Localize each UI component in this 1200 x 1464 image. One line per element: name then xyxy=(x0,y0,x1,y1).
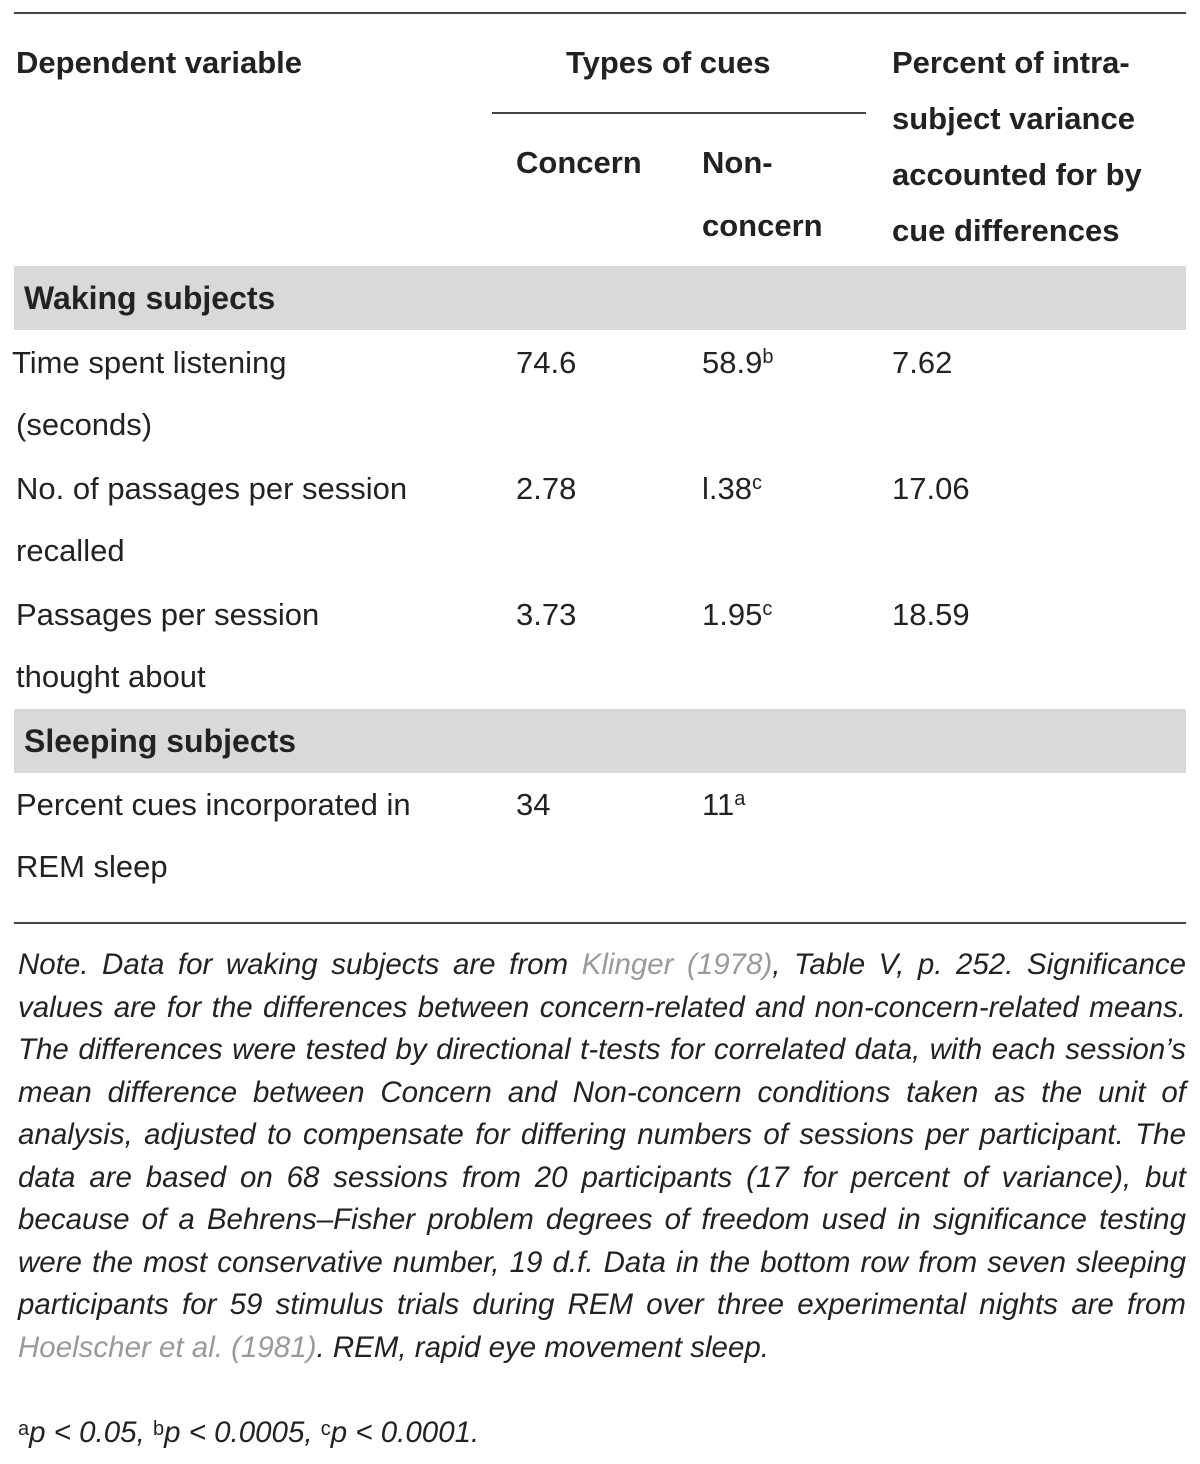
row-label: thought about xyxy=(16,659,206,694)
cell-value: 1.95 xyxy=(702,597,763,632)
cell-concern: 34 xyxy=(516,787,551,822)
cell-nonconcern xyxy=(702,774,745,836)
header-percent-3: accounted for by xyxy=(892,157,1142,192)
row-label: Passages per session xyxy=(16,597,320,632)
row-label: Time spent listening xyxy=(12,345,287,380)
header-percent-2: subject variance xyxy=(892,101,1135,136)
cell-percent: 7.62 xyxy=(892,345,953,380)
footnote-text: p < 0.0005, xyxy=(164,1416,321,1449)
top-rule xyxy=(14,12,1186,14)
section-label-waking: Waking subjects xyxy=(24,280,276,316)
header-nonconcern-2: concern xyxy=(702,208,823,243)
cell-nonconcern xyxy=(702,332,773,394)
header-percent-4: cue differences xyxy=(892,213,1120,248)
header-dependent-variable: Dependent variable xyxy=(16,45,302,80)
footnote-text: p < 0.0001. xyxy=(330,1416,480,1449)
note-text: , Table V, p. 252. Significance values are for the differences between concern-related and non-concern-related means. The differences were tested by directional t-tests for correlated data, with each session’s mean difference between Concern and Non-concern conditions taken as the unit of analysis, adjusted to compensate for differing numbers of sessions per participant. The data are based on 68 sessions from 20 participants (17 for percent of variance), but because of a Behrens–Fisher problem degrees of freedom used in significance testing were the most conservative number, 19 d.f. Data in the bottom row from seven sleeping participants for 59 stimulus trials during REM over three experimental nights are from xyxy=(18,948,1187,1321)
note-text: . REM, rapid eye movement sleep. xyxy=(316,1330,769,1364)
footnote-mark: c xyxy=(320,1418,331,1440)
header-percent-1: Percent of intra- xyxy=(892,45,1130,80)
significance-mark: b xyxy=(762,346,774,368)
footnote-mark: b xyxy=(152,1418,165,1440)
cell-concern: 74.6 xyxy=(516,345,577,380)
significance-mark: c xyxy=(762,598,773,620)
note-text: Note. Data for waking subjects are from xyxy=(18,948,582,981)
row-label: (seconds) xyxy=(16,407,153,442)
footnote-mark: a xyxy=(18,1418,30,1440)
row-label: No. of passages per session xyxy=(16,471,408,506)
cues-span-rule xyxy=(492,112,866,114)
header-types-of-cues: Types of cues xyxy=(566,45,771,80)
row-label: REM sleep xyxy=(16,849,168,884)
significance-mark: a xyxy=(734,788,746,810)
row-label: recalled xyxy=(16,533,125,568)
header-concern: Concern xyxy=(516,145,642,180)
cell-percent: 18.59 xyxy=(892,597,970,632)
cell-value: 58.9 xyxy=(702,345,763,380)
cell-concern: 3.73 xyxy=(516,597,577,632)
citation-link[interactable]: Klinger (1978) xyxy=(581,948,773,981)
section-label-sleeping: Sleeping subjects xyxy=(24,723,297,759)
cell-nonconcern xyxy=(702,584,772,646)
cell-value: 11 xyxy=(702,787,735,822)
cell-percent: 17.06 xyxy=(892,471,970,506)
significance-footnote xyxy=(18,1412,479,1454)
table-note xyxy=(18,944,1186,1369)
header-nonconcern-1: Non- xyxy=(702,145,773,180)
row-label: Percent cues incorporated in xyxy=(16,787,411,822)
significance-mark: c xyxy=(751,472,762,494)
cell-concern: 2.78 xyxy=(516,471,577,506)
footnote-text: p < 0.05, xyxy=(29,1416,153,1449)
bottom-rule xyxy=(14,922,1186,924)
cell-nonconcern xyxy=(702,458,762,520)
citation-link[interactable]: Hoelscher et al. (1981) xyxy=(18,1330,317,1364)
cell-value: l.38 xyxy=(702,471,752,506)
